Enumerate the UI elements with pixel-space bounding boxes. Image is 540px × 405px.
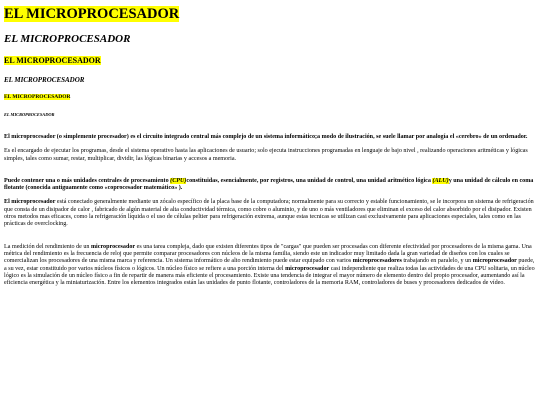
paragraph-execution: Es el encargado de ejecutar los programas, desde el sistema operativo hasta las aplicaciones de usuario; solo ejecuta instrucciones programadas en lenguaje de bajo nivel , realizando operaciones aritméticas y lógicas simples, tales como sumar, restar, multiplicar, dividir, las lógicas binarias y accesos a memoria. xyxy=(4,148,528,162)
heading-5: EL MICROPROCESADOR xyxy=(4,94,71,100)
heading-1: EL MICROPROCESADOR xyxy=(4,6,180,22)
heading-2: EL MICROPROCESADOR xyxy=(4,33,131,45)
paragraph-cooling: El microprocesador está conectado generalmente mediante un zócalo específico de la placa base de la computadora; normalmente para su correcto y estable funcionamiento, se le incorpora un sistema de refrigeración que consta de un disipador de calor , fabricado de algún material de alta conductividad térmica, como cobre o aluminio, y de uno o más ventiladores que eliminan el exceso del calor absorbido por el disipador. Existen otros metodos mas eficaces, como la refrigeración líquida o el uso de células peltier para refrigeración extrema, aunque estas tecnicas se utilizan casi exclusivamente para aplicaciones especiales, tales como en las prácticas de overclocking. xyxy=(4,199,534,228)
paragraph-performance: La medición del rendimiento de un microprocesador es una tarea compleja, dado que existen diferentes tipos de "cargas" que pueden ser procesadas con diferente efectividad por procesadores de la misma gama. Una métrica del rendimiento es la frecuencia de reloj que permite comparar procesadores con núcleos de la misma familia, siendo este un indicador muy limitado dada la gran variedad de diseños con los cuales se comercializan los procesadores de una misma marca y referencia. Un sistema informático de alto rendimiento puede estar equipado con varios microprocesadores trabajando en paralelo, y un microprocesador puede, a su vez, estar constituido por varios núcleos físicos o lógicos. Un núcleo físico se refiere a una porción interna del microprocesador casi independiente que realiza todas las actividades de una CPU solitaria, un núcleo lógico es la simulación de un núcleo físico a fin de repartir de manera más eficiente el procesamiento. Existe una tendencia de integrar el mayor número de elemento dentro del propio procesador, aumentando así la eficiencia energética y la miniaturización. Entre los elementos integrados están las unidades de punto flotante, controladores de la memoria RAM, controladores de buses y procesadores dedicados de vídeo. xyxy=(4,243,535,287)
alu-highlight: (ALU) xyxy=(432,177,449,184)
paragraph-units: Puede contener una o más unidades centrales de procesamiento (CPU)constituidas, esencialmente, por registros, una unidad de control, una unidad aritmético lógica (ALU)y una unidad de cálculo en coma flotante (conocida antiguamente como «coprocesador matemático» ). xyxy=(4,177,534,192)
paragraph-intro: El microprocesador (o simplemente procesador) es el circuito integrado central más complejo de un sistema informático;a modo de ilustración, se suele llamar por analogía el «cerebro» de un ordenador. xyxy=(4,134,528,140)
heading-6: EL MICROPROCESADOR xyxy=(4,112,55,117)
heading-3: EL MICROPROCESADOR xyxy=(4,56,101,65)
heading-4: EL MICROPROCESADOR xyxy=(4,76,85,84)
cpu-highlight: (CPU) xyxy=(170,177,187,184)
